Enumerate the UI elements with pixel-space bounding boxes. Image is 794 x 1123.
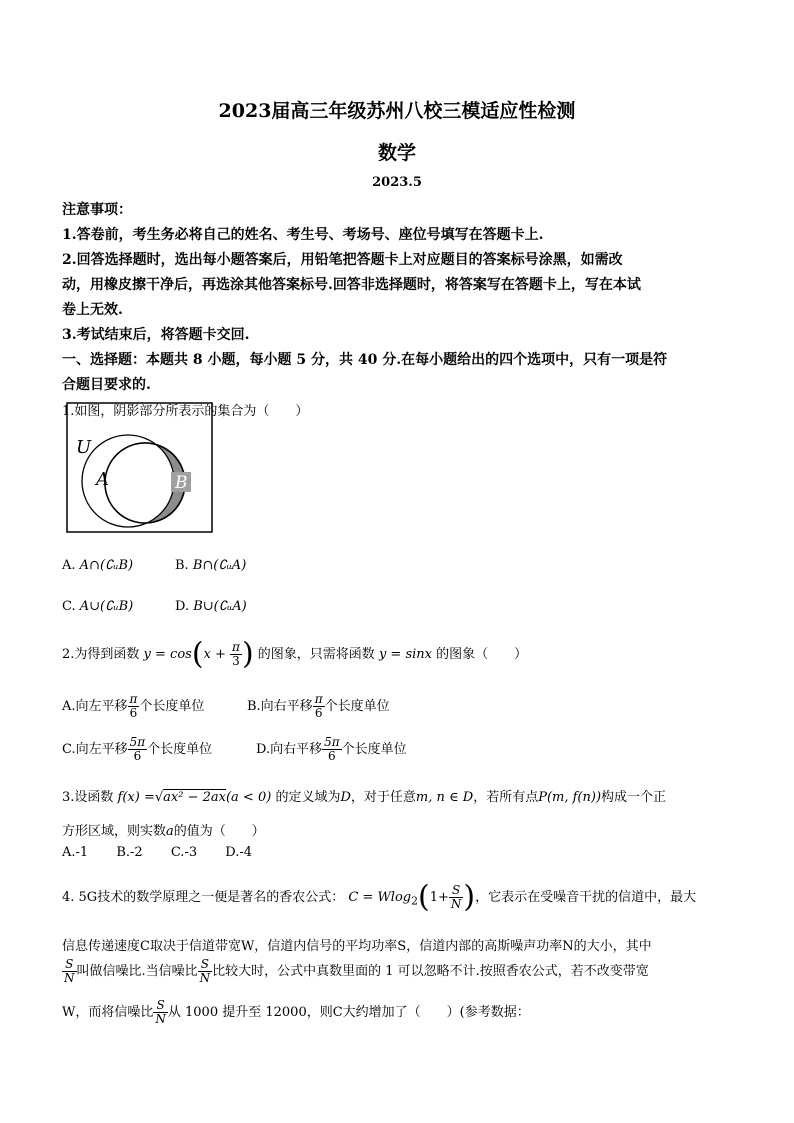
q2-pi-over-3: $\frac{\pi}{3}$ <box>232 640 240 668</box>
q3-option-d: D.-4 <box>225 845 253 860</box>
q2-option-a: A.向左平移 $\frac{\pi}{6}$ 个长度单位 <box>62 692 205 720</box>
q1-option-b <box>175 558 246 573</box>
q1-option-c-letter: C. <box>62 599 76 614</box>
q1-option-a-letter: A. <box>62 558 76 573</box>
q2-option-b: B.向右平移 $\frac{\pi}{6}$ 个长度单位 <box>247 692 390 720</box>
q1-option-b-expr: B∩(∁ᵤA) <box>192 558 247 573</box>
q2-func1-pre: y = cos <box>143 647 192 662</box>
venn-label-u: U <box>76 437 92 458</box>
q1-option-a <box>62 558 133 573</box>
q3-radicand: ax² − 2ax <box>163 790 226 805</box>
q1-option-c-expr: A∪(∁ᵤB) <box>79 599 134 614</box>
q2-stem-mid: 的图象，只需将函数 <box>257 647 375 662</box>
q1-option-d-expr: B∪(∁ᵤA) <box>193 599 247 614</box>
q2-stem-post: 的图象（ ） <box>436 647 528 662</box>
question-4-line-2: 信息传递速度C取决于信道带宽W，信道内信号的平均功率S，信道内部的高斯噪声功率N的大小，其中 <box>62 939 652 954</box>
notes-item-2-line-3: 卷上无效. <box>62 302 123 318</box>
question-4-line-4: W，而将信噪比 $\frac{S}{N}$ 从 1000 提升至 12000，则C大约增加了（ ）(参考数据： <box>62 998 530 1026</box>
question-3-line-2: 方形区域，则实数a的值为（ ） <box>62 824 265 839</box>
notes-item-2-line-2: 动，用橡皮擦干净后，再选涂其他答案标号.回答非选择题时，将答案写在答题卡上，写在本试 <box>62 277 641 293</box>
question-3-line-1: 3.设函数 f(x) =√ax² − 2ax(a < 0) 的定义域为D，对于任意m, n ∈ D，若所有点P(m, f(n))构成一个正 <box>62 790 667 805</box>
q2-func2: y = sinx <box>378 647 432 662</box>
q1-option-d-letter: D. <box>175 599 190 614</box>
q2-option-c: C.向左平移 $\frac{5\pi}{6}$ 个长度单位 <box>62 735 213 763</box>
question-4-line-3: $\frac{S}{N}$ 叫做信噪比.当信噪比 $\frac{S}{N}$ 比较大时，公式中真数里面的 1 可以忽略不计.按照香农公式，若不改变带宽 <box>64 957 649 985</box>
q3-option-a: A.-1 <box>62 845 89 860</box>
exam-date: 2023.5 <box>372 175 422 190</box>
q3-options <box>62 845 252 860</box>
q2-option-d: D.向右平移 $\frac{5\pi}{6}$ 个长度单位 <box>256 735 407 763</box>
q1-option-b-letter: B. <box>175 558 189 573</box>
venn-label-a: A <box>96 469 109 490</box>
question-1-stem: 1.如图，阴影部分所表示的集合为（ ） <box>62 404 309 419</box>
section-heading-line-2: 合题目要求的. <box>62 377 151 393</box>
question-4-line-1: 4. 5G技术的数学原理之一便是著名的香农公式： C = Wlog$_2$(1+ $\frac{S}{N}$ )，它表示在受噪音干扰的信道中，最大 <box>62 879 697 915</box>
notes-item-3: 3.考试结束后，将答题卡交回. <box>62 327 250 343</box>
notes-item-2-line-1: 2.回答选择题时，选出每小题答案后，用铅笔把答题卡上对应题目的答案标号涂黑，如需改 <box>62 252 623 268</box>
q3-option-c: C.-3 <box>170 845 198 860</box>
subject-title: 数学 <box>377 142 416 164</box>
notes-item-1: 1.答卷前，考生务必将自己的姓名、考生号、考场号、座位号填写在答题卡上. <box>62 227 544 243</box>
q3-option-b: B.-2 <box>116 845 143 860</box>
page-title: 2023届高三年级苏州八校三模适应性检测 <box>218 100 576 122</box>
question-2-stem: 2.为得到函数 y = cos(x + $\frac{\pi}{3}$ ) 的图象，只需将函数 y = sinx 的图象（ ） <box>62 636 528 672</box>
q2-stem-pre: 2.为得到函数 <box>62 647 140 662</box>
q2-func1-inner: x + <box>203 647 226 662</box>
venn-diagram <box>66 402 214 534</box>
q1-option-d <box>175 599 247 614</box>
section-heading-line-1: 一、选择题：本题共 8 小题，每小题 5 分，共 40 分.在每小题给出的四个选项中，只有一项是符 <box>62 352 668 368</box>
q1-option-a-expr: A∩(∁ᵤB) <box>79 558 134 573</box>
q1-option-c <box>62 599 133 614</box>
notes-heading: 注意事项： <box>62 202 132 218</box>
venn-label-b: B <box>175 473 188 493</box>
